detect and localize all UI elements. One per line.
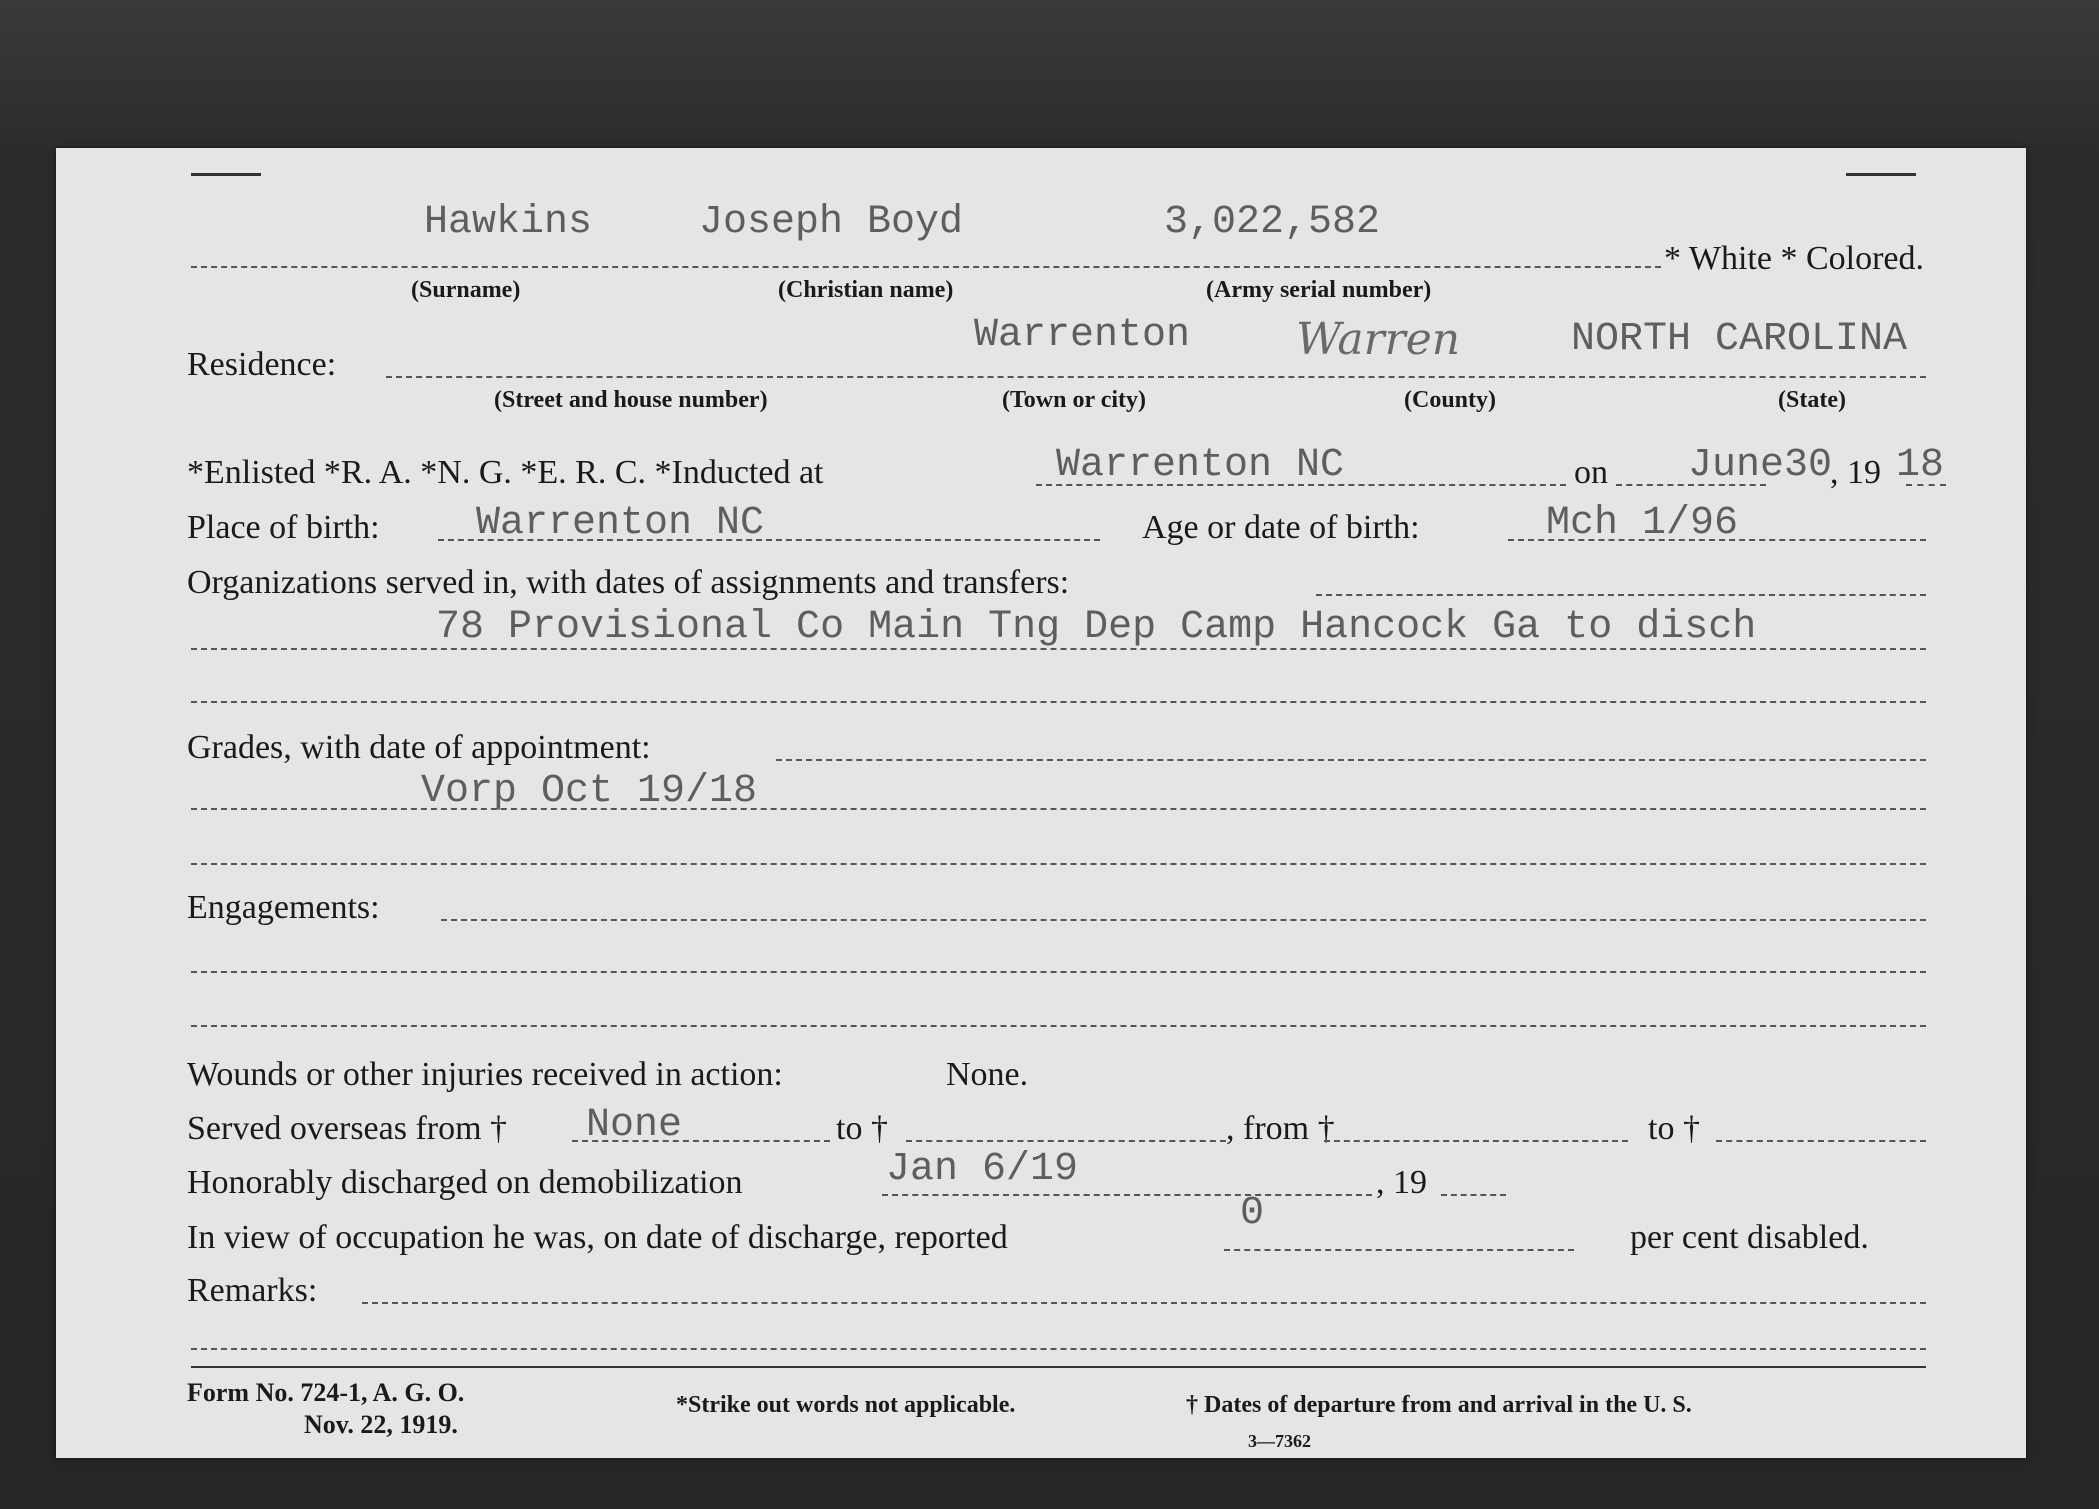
town-value: Warrenton xyxy=(974,313,1191,358)
organizations-line-3 xyxy=(191,701,1926,703)
disability-label: In view of occupation he was, on date of discharge, reported xyxy=(187,1219,1008,1256)
christian-name-caption: (Christian name) xyxy=(778,277,954,303)
age-label: Age or date of birth: xyxy=(1142,509,1420,546)
birth-place-line xyxy=(438,539,1100,541)
engagements-line-1 xyxy=(441,919,1926,921)
birth-place-label: Place of birth: xyxy=(187,509,380,546)
overseas-label: Served overseas from † xyxy=(187,1110,508,1147)
residence-label: Residence: xyxy=(187,346,337,383)
top-right-rule xyxy=(1846,173,1916,176)
county-caption: (County) xyxy=(1404,387,1497,413)
state-caption: (State) xyxy=(1778,387,1846,413)
birth-date-value: Mch 1/96 xyxy=(1546,501,1739,546)
birth-place-value: Warrenton NC xyxy=(476,501,765,546)
grades-line-2 xyxy=(191,808,1926,810)
state-value: NORTH CAROLINA xyxy=(1571,317,1908,362)
induction-place-line xyxy=(1036,484,1566,486)
print-code: 3—7362 xyxy=(1248,1431,1311,1451)
overseas-from-label: , from † xyxy=(1226,1110,1335,1147)
overseas-from-line xyxy=(572,1140,830,1142)
overseas-from-line-2 xyxy=(1324,1140,1628,1142)
birth-date-line xyxy=(1508,539,1926,541)
discharge-year-label: , 19 xyxy=(1376,1164,1427,1201)
engagements-label: Engagements: xyxy=(187,889,380,926)
disability-value: 0 xyxy=(1240,1191,1265,1236)
grades-value: Vorp Oct 19/18 xyxy=(421,769,758,814)
disability-line xyxy=(1224,1249,1574,1251)
overseas-to-label-1: to † xyxy=(836,1110,888,1147)
organizations-value: 78 Provisional Co Main Tng Dep Camp Hancock Ga to disch xyxy=(436,605,1757,650)
engagements-line-2 xyxy=(191,971,1926,973)
surname-value: Hawkins xyxy=(424,200,593,245)
discharge-label: Honorably discharged on demobilization xyxy=(187,1164,743,1201)
grades-line-1 xyxy=(776,759,1926,761)
serial-number-value: 3,022,582 xyxy=(1164,200,1381,245)
service-record-card xyxy=(56,148,2026,1458)
town-caption: (Town or city) xyxy=(1002,387,1146,413)
induction-year-value: 18 xyxy=(1896,443,1945,488)
wounds-value: None. xyxy=(946,1056,1029,1093)
enlisted-label: *Enlisted *R. A. *N. G. *E. R. C. *Inducted at xyxy=(187,454,824,491)
top-left-rule xyxy=(191,173,261,176)
discharge-year-line xyxy=(1441,1194,1506,1196)
overseas-value: None xyxy=(586,1103,683,1148)
residence-line xyxy=(386,376,1926,378)
enlisted-on-label: on xyxy=(1574,454,1608,491)
induction-date-value: June30 xyxy=(1688,443,1833,488)
wounds-label: Wounds or other injuries received in action: xyxy=(187,1056,783,1093)
induction-date-line xyxy=(1616,484,1766,486)
organizations-label: Organizations served in, with dates of assignments and transfers: xyxy=(187,564,1070,601)
christian-name-value: Joseph Boyd xyxy=(699,200,964,245)
organizations-line-1 xyxy=(1316,594,1926,596)
induction-place-value: Warrenton NC xyxy=(1056,443,1345,488)
disability-suffix: per cent disabled. xyxy=(1630,1219,1869,1256)
race-options: * White * Colored. xyxy=(1664,240,1924,277)
street-caption: (Street and house number) xyxy=(494,387,768,413)
dates-note: † Dates of departure from and arrival in the U. S. xyxy=(1186,1392,1692,1418)
strike-note: *Strike out words not applicable. xyxy=(676,1392,1016,1418)
name-line xyxy=(191,266,1661,268)
remarks-line-2 xyxy=(191,1348,1926,1350)
remarks-line-1 xyxy=(362,1302,1926,1304)
serial-caption: (Army serial number) xyxy=(1206,277,1432,303)
remarks-label: Remarks: xyxy=(187,1272,318,1309)
form-number: Form No. 724-1, A. G. O. xyxy=(187,1378,465,1407)
enlisted-year-prefix: , 19 xyxy=(1830,454,1881,491)
overseas-to-line-1 xyxy=(906,1140,1226,1142)
engagements-line-3 xyxy=(191,1025,1926,1027)
discharge-date-line xyxy=(882,1194,1372,1196)
grades-line-3 xyxy=(191,863,1926,865)
discharge-date-value: Jan 6/19 xyxy=(886,1147,1079,1192)
form-date: Nov. 22, 1919. xyxy=(304,1410,458,1439)
footer-rule xyxy=(191,1366,1926,1368)
county-value: Warren xyxy=(1296,314,1461,365)
surname-caption: (Surname) xyxy=(411,277,521,303)
grades-label: Grades, with date of appointment: xyxy=(187,729,651,766)
organizations-line-2 xyxy=(191,648,1926,650)
overseas-to-label-2: to † xyxy=(1648,1110,1700,1147)
overseas-to-line-2 xyxy=(1716,1140,1926,1142)
